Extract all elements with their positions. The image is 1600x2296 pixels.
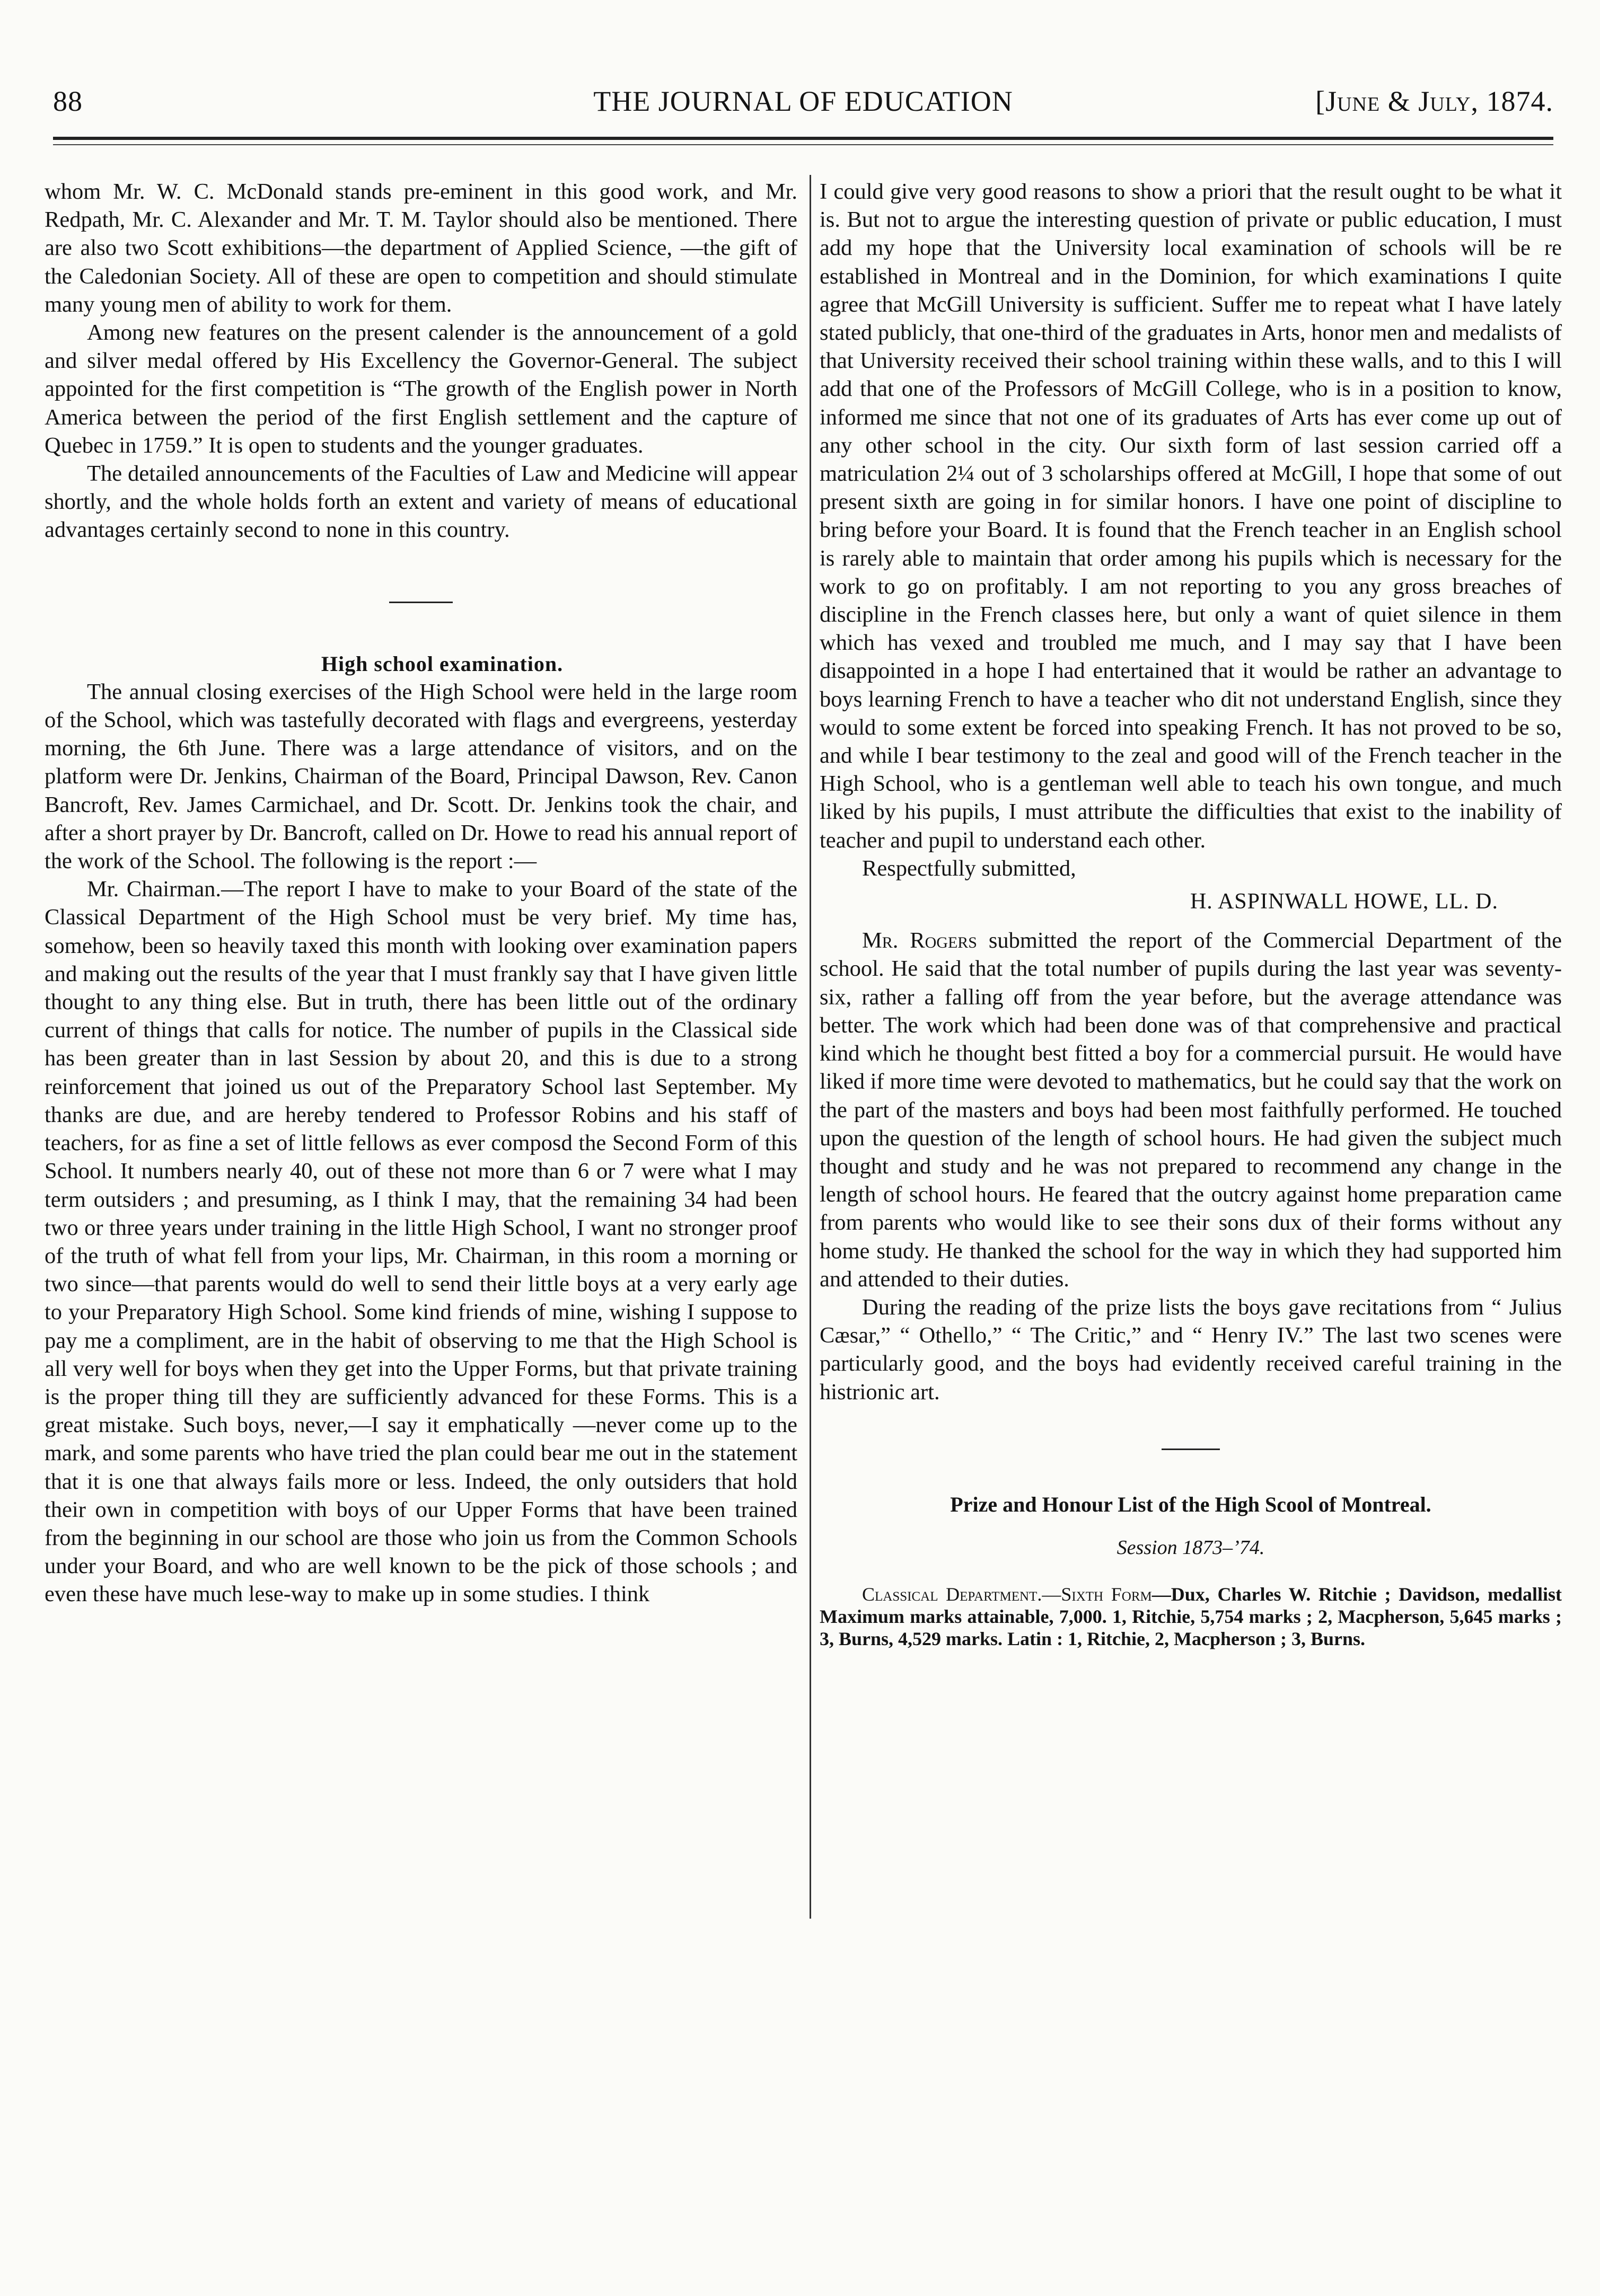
signature: H. ASPINWALL HOWE, LL. D. <box>1190 889 1498 914</box>
header-rule-thin <box>53 144 1553 145</box>
paragraph: During the reading of the prize lists the boys gave recitations from “ Julius Cæsar,” “ Othello,” “ The Critic,” and “ Henry IV.” The last two scenes were particularly good, and the boys had evidently received careful training in the histrionic art. <box>820 1294 1562 1405</box>
page-header <box>53 85 1553 127</box>
column-divider <box>810 175 811 1919</box>
classical-department-entry <box>820 1583 1562 1650</box>
paragraph: The detailed announcements of the Faculties of Law and Medicine will appear shortly, and the whole holds forth an extent and variety of means of educational advantages certainly second to none in this country. <box>45 461 797 543</box>
left-column <box>45 178 797 1609</box>
paragraph: whom Mr. W. C. McDonald stands pre-eminent in this good work, and Mr. Redpath, Mr. C. Alexander and Mr. T. M. Taylor should also be mentioned. There are also two Scott exhibitions—the department of Applied Science, —the gift of the Caledonian Society. All of these are open to competition and should stimulate many young men of ability to work for them. <box>45 179 797 317</box>
paragraph: I could give very good reasons to show a priori that the result ought to be what it is. But not to argue the interesting question of private or public education, I must add my hope that the University local examination of schools will be re established in Montreal and in the Dominion, for which examinations I quite agree that McGill University is sufficient. Suffer me to repeat what I have lately stated publicly, that one-third of the graduates in Arts, honor men and medalists of that University received their school training within these walls, and to this I will add that one of the Professors of McGill College, who is in a position to know, informed me since that not one of its graduates of Arts has ever come up out of any other school in the city. Our sixth form of last session carried off a matriculation 2¼ out of 3 scholarships offered at McGill, I hope that some of out present sixth are going in for similar honors. I have one point of discipline to bring before your Board. It is found that the French teacher in an English school is rarely able to maintain that order among his pupils which is necessary for the work to go on profitably. I am not reporting to you any gross breaches of discipline in the French classes here, but only a want of quiet silence in them which has vexed and troubled me much, and I may say that I have been disappointed in a hope I had entertained that it would be rather an advantage to boys learning French to have a teacher who dit not understand English, since they would to some extent be forced into speaking French. It has not proved to be so, and while I bear testimony to the zeal and good will of the French teacher in the High School, who is a gentleman well able to teach his own tongue, and much liked by his pupils, I must attribute the difficulties that exist to the inability of teacher and pupil to understand each other. <box>820 179 1562 853</box>
closing-line: Respectfully submitted, <box>862 855 1076 881</box>
right-column <box>820 178 1562 1650</box>
paragraph: Mr. Chairman.—The report I have to make to your Board of the state of the Classical Department of the High School must be very brief. My time has, somehow, been so heavily taxed this month with looking over examination papers and making out the results of the year that I must frankly say that I have given little thought to any thing else. But in truth, there has been little out of the ordinary current of things that calls for notice. The number of pupils in the Classical side has been greater than in last Session by about 20, and this is due to a strong reinforcement that joined us out of the Preparatory School last September. My thanks are due, and are hereby tendered to Professor Robins and his staff of teachers, for as fine a set of little fellows as ever composd the Second Form of this School. It numbers nearly 40, out of these not more than 6 or 7 were what I may term outsiders ; and presuming, as I think I may, that the remaining 34 had been two or three years under training in the little High School, I want no stronger proof of the truth of what fell from your lips, Mr. Chairman, in this room a morning or two since—that parents would do well to send their little boys at a very early age to your Preparatory High School. Some kind friends of mine, wishing I suppose to pay me a compliment, are in the habit of observing to me that the High School is all very well for boys when they get into the Upper Forms, but that private training is the proper thing till they are sufficiently advanced for these Forms. This is a great mistake. Such boys, never,—I say it emphatically —never come up to the mark, and some parents who have tried the plan could bear me out in the statement that it is one that always fails more or less. Indeed, the only outsiders that hold their own in competition with boys of our Upper Forms that have been trained from the beginning in our school are those who join us from the Common Schools under your Board, and who are well known to be the pick of those schools ; and even these have much lese-way to make up in some studies. I think <box>45 877 797 1607</box>
department-label: Classical Department.—Sixth Form <box>862 1583 1152 1605</box>
speaker-name: Mr. Rogers <box>862 928 977 953</box>
journal-title: THE JOURNAL OF EDUCATION <box>593 85 1013 117</box>
paragraph: The annual closing exercises of the High School were held in the large room of the School, which was tastefully decorated with flags and evergreens, yesterday morning, the 6th June. There was a large attendance of visitors, and on the platform were Dr. Jenkins, Chairman of the Board, Principal Dawson, Rev. Canon Bancroft, Rev. James Carmichael, and Dr. Scott. Dr. Jenkins took the chair, and after a short prayer by Dr. Bancroft, called on Dr. Howe to read his annual report of the work of the School. The following is the report :— <box>45 679 797 874</box>
department-text: —Dux, Charles W. Ritchie ; Davidson, medallist Maximum marks attainable, 7,000. 1, Ritchie, 5,754 marks ; 2, Macpherson, 5,645 marks ; 3, Burns, 4,529 marks. Latin : 1, Ritchie, 2, Macpherson ; 3, Burns. <box>820 1583 1562 1649</box>
header-rule-thick <box>53 137 1553 140</box>
paragraph-text: submitted the report of the Commercial Department of the school. He said that the total number of pupils during the last year was seventy-six, rather a falling off from the year before, but the average attendance was better. The work which had been done was of that comprehensive and practical kind which he thought best fitted a boy for a commercial pursuit. He would have liked if more time were devoted to mathematics, but he could say that the work on the part of the masters and boys had been most faithfully performed. He touched upon the question of the length of school hours. He had given the subject much thought and study and he was not prepared to recommend any change in the length of school hours. He feared that the outcry against home preparation came from parents who would like to see their sons dux of their forms without any home study. He thanked the school for the way in which they had supported him and attended to their duties. <box>820 928 1562 1292</box>
section-divider <box>389 602 453 603</box>
section-heading: High school examination. <box>321 651 564 676</box>
paragraph <box>820 926 1562 1293</box>
paragraph: Among new features on the present calender is the announcement of a gold and silver medal offered by His Excellency the Governor-General. The subject appointed for the first competition is “The growth of the English power in North America between the period of the first English settlement and the capture of Quebec in 1759.” It is open to students and the younger graduates. <box>45 320 797 458</box>
session-label: Session 1873–’74. <box>1117 1536 1265 1559</box>
section-divider <box>1162 1449 1220 1450</box>
issue-date: [June & July, 1874. <box>1315 85 1553 117</box>
page-number: 88 <box>53 85 83 117</box>
prize-list-heading: Prize and Honour List of the High Scool of Montreal. <box>950 1492 1431 1516</box>
